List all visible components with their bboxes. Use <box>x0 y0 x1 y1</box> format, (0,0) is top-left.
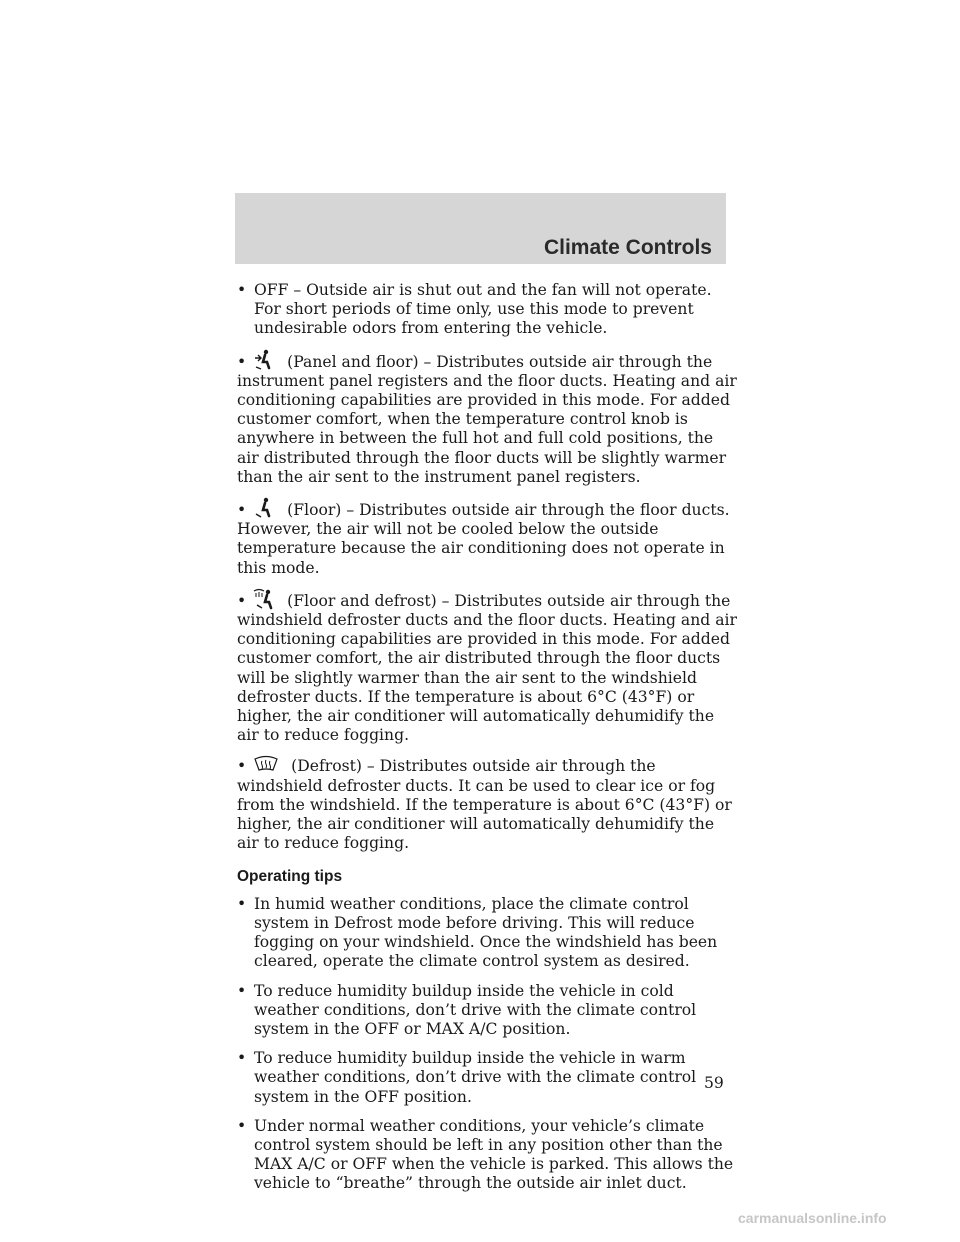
page-content <box>237 281 737 1204</box>
bullet: • <box>237 894 247 913</box>
item-text: (Floor) – Distributes outside air through the floor ducts. However, the air will not be cooled below the outside temperature because the air conditioning does not operate in this mode. <box>237 501 730 577</box>
list-item-panel-floor-mode <box>237 349 737 487</box>
list-item-defrost-mode <box>237 755 737 853</box>
operating-tips-heading: Operating tips <box>237 868 343 886</box>
bullet: • <box>237 501 247 520</box>
floor-icon <box>253 497 275 519</box>
item-text: (Defrost) – Distributes outside air through the windshield defroster ducts. It can be used to clear ice or fog from the windshield. If the temperature is about 6°C (43°F) or higher, the air conditioner will automatically dehumidify the air to reduce fogging. <box>237 757 732 853</box>
item-text: (Panel and floor) – Distributes outside air through the instrument panel registers and the floor ducts. Heating and air conditioning capabilities are provided in this mode. For added customer comfort, when the temperature control knob is anywhere in between the full hot and full cold positions, the air distributed through the floor ducts will be slightly warmer than the air sent to the instrument panel registers. <box>237 352 737 486</box>
watermark: carmanualsonline.info <box>738 1210 887 1226</box>
item-text: OFF – Outside air is shut out and the fan will not operate. For short periods of time only, use this mode to prevent undesirable odors from entering the vehicle. <box>254 281 712 338</box>
header-band <box>235 193 726 264</box>
bullet: • <box>237 1116 247 1135</box>
list-item-floor-mode <box>237 497 737 578</box>
bullet: • <box>237 281 247 299</box>
bullet: • <box>237 352 247 371</box>
item-text: In humid weather conditions, place the climate control system in Defrost mode before driving. This will reduce fogging on your windshield. Once the windshield has been cleared, operate the climate control system as desired. <box>254 894 718 971</box>
bullet: • <box>237 591 247 610</box>
list-item-floor-defrost-mode <box>237 588 737 746</box>
bullet: • <box>237 1049 247 1068</box>
list-item-tip <box>237 1117 737 1194</box>
floor-defrost-icon <box>253 588 275 610</box>
defrost-icon <box>253 755 279 775</box>
list-item-off-mode <box>237 281 737 339</box>
bullet: • <box>237 981 247 1000</box>
list-item-tip <box>237 1049 737 1107</box>
item-text: (Floor and defrost) – Distributes outside air through the windshield defroster ducts and the floor ducts. Heating and air conditioning capabilities are provided in this mode. For added customer comfort, the air distributed through the floor ducts will be slightly warmer than the air sent to the windshield defroster ducts. If the temperature is about 6°C (43°F) or higher, the air conditioner will automatically dehumidify the air to reduce fogging. <box>237 591 737 745</box>
list-item-tip <box>237 982 737 1040</box>
item-text: To reduce humidity buildup inside the vehicle in cold weather conditions, don’t drive with the climate control system in the OFF or MAX A/C position. <box>254 981 697 1038</box>
item-text: To reduce humidity buildup inside the vehicle in warm weather conditions, don’t drive with the climate control system in the OFF position. <box>254 1049 697 1106</box>
page-number: 59 <box>704 1074 724 1092</box>
list-item-tip <box>237 895 737 972</box>
bullet: • <box>237 757 247 776</box>
item-text: Under normal weather conditions, your vehicle’s climate control system should be left in any position other than the MAX A/C or OFF when the vehicle is parked. This allows the vehicle to “breathe” through the outside air inlet duct. <box>254 1116 734 1193</box>
section-title: Climate Controls <box>543 236 712 259</box>
panel-floor-icon <box>253 349 275 371</box>
